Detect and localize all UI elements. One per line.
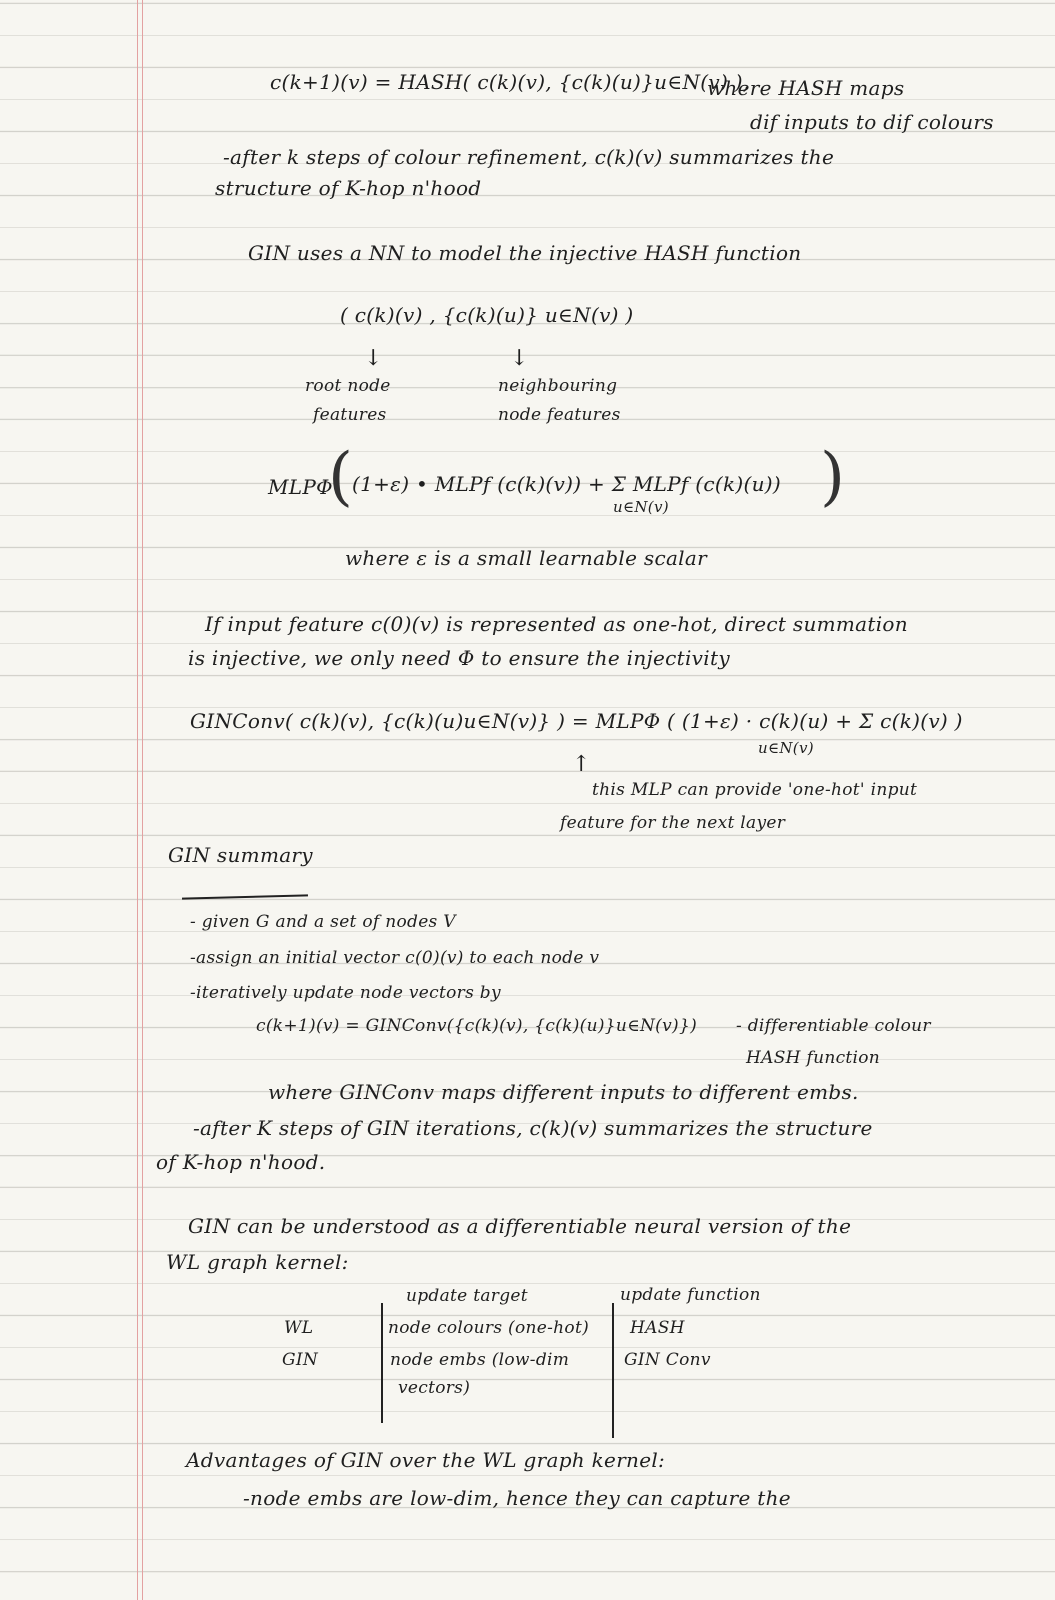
summary-title: GIN summary [168, 843, 313, 867]
after-k-line-2: structure of K-hop n'hood [215, 176, 482, 200]
mlp-phi: MLPΦ [268, 475, 333, 499]
mlp-note-2: feature for the next layer [560, 813, 786, 833]
up-arrow-icon: ↑ [572, 752, 591, 777]
table-row-gin-name: GIN [282, 1350, 319, 1370]
hash-where-cont: dif inputs to dif colours [750, 110, 994, 134]
root-label-2: features [313, 405, 387, 425]
neighbour-label-1: neighbouring [498, 376, 618, 396]
table-row-wl-name: WL [284, 1318, 314, 1338]
advantages-title: Advantages of GIN over the WL graph kernel: [186, 1448, 666, 1472]
margin-line [137, 0, 138, 1600]
table-row-gin-function: GIN Conv [624, 1350, 711, 1370]
summary-underline [182, 894, 308, 899]
neighbour-label-2: node features [498, 405, 621, 425]
wl-line-2: WL graph kernel: [166, 1250, 349, 1274]
tuple-expression: ( c(k)(v) , {c(k)(u)} u∈N(v) ) [340, 303, 634, 327]
summary-item-1: - given G and a set of nodes V [190, 912, 456, 932]
gin-uses-line: GIN uses a NN to model the injective HASH function [248, 241, 802, 265]
table-header-function: update function [620, 1285, 761, 1305]
after-k-line-1: -after k steps of colour refinement, c(k)(v) summarizes the [223, 145, 835, 169]
down-arrow-icon: ↓ [364, 346, 383, 371]
table-divider-1 [381, 1303, 383, 1423]
mlp-note-1: this MLP can provide 'one-hot' input [592, 780, 918, 800]
summary-formula-note-2: HASH function [746, 1048, 881, 1068]
hash-formula: c(k+1)(v) = HASH( c(k)(v), {c(k)(u)}u∈N(v) ), [270, 70, 750, 94]
summary-formula-note: - differentiable colour [736, 1016, 931, 1036]
summary-formula: c(k+1)(v) = GINConv({c(k)(v), {c(k)(u)}u∈N(v)}) [256, 1016, 698, 1036]
table-header-target: update target [406, 1286, 528, 1306]
summary-item-3: -iteratively update node vectors by [190, 983, 501, 1003]
table-row-gin-target-cont: vectors) [398, 1378, 471, 1398]
ginconv-sum-index: u∈N(v) [758, 739, 814, 757]
summary-item-4: where GINConv maps different inputs to different embs. [268, 1080, 859, 1104]
mlp-inner-expression: (1+ε) • MLPf (c(k)(v)) + Σ MLPf (c(k)(u)) [352, 472, 782, 496]
summary-item-2: -assign an initial vector c(0)(v) to each node v [190, 948, 600, 968]
epsilon-note: where ε is a small learnable scalar [345, 546, 707, 570]
advantages-item-1: -node embs are low-dim, hence they can capture the [243, 1486, 791, 1510]
big-paren-left: ( [328, 440, 354, 514]
onehot-line-1: If input feature c(0)(v) is represented as one-hot, direct summation [205, 612, 908, 636]
wl-line-1: GIN can be understood as a differentiable neural version of the [188, 1214, 852, 1238]
down-arrow-icon: ↓ [510, 346, 529, 371]
margin-line-inner [142, 0, 143, 1600]
summary-item-6: of K-hop n'hood. [156, 1150, 326, 1174]
summary-item-5: -after K steps of GIN iterations, c(k)(v) summarizes the structure [193, 1116, 873, 1140]
onehot-line-2: is injective, we only need Φ to ensure the injectivity [188, 646, 730, 670]
ginconv-formula: GINConv( c(k)(v), {c(k)(u)u∈N(v)} ) = MLPΦ ( (1+ε) · c(k)(u) + Σ c(k)(v) ) [190, 709, 963, 733]
root-label-1: root node [305, 376, 391, 396]
big-paren-right: ) [820, 440, 846, 514]
table-row-wl-function: HASH [630, 1318, 685, 1338]
table-divider-2 [612, 1303, 614, 1438]
table-row-gin-target: node embs (low-dim [390, 1350, 570, 1370]
mlp-sum-index: u∈N(v) [613, 498, 669, 516]
table-row-wl-target: node colours (one-hot) [388, 1318, 590, 1338]
hash-where: where HASH maps [707, 76, 905, 100]
